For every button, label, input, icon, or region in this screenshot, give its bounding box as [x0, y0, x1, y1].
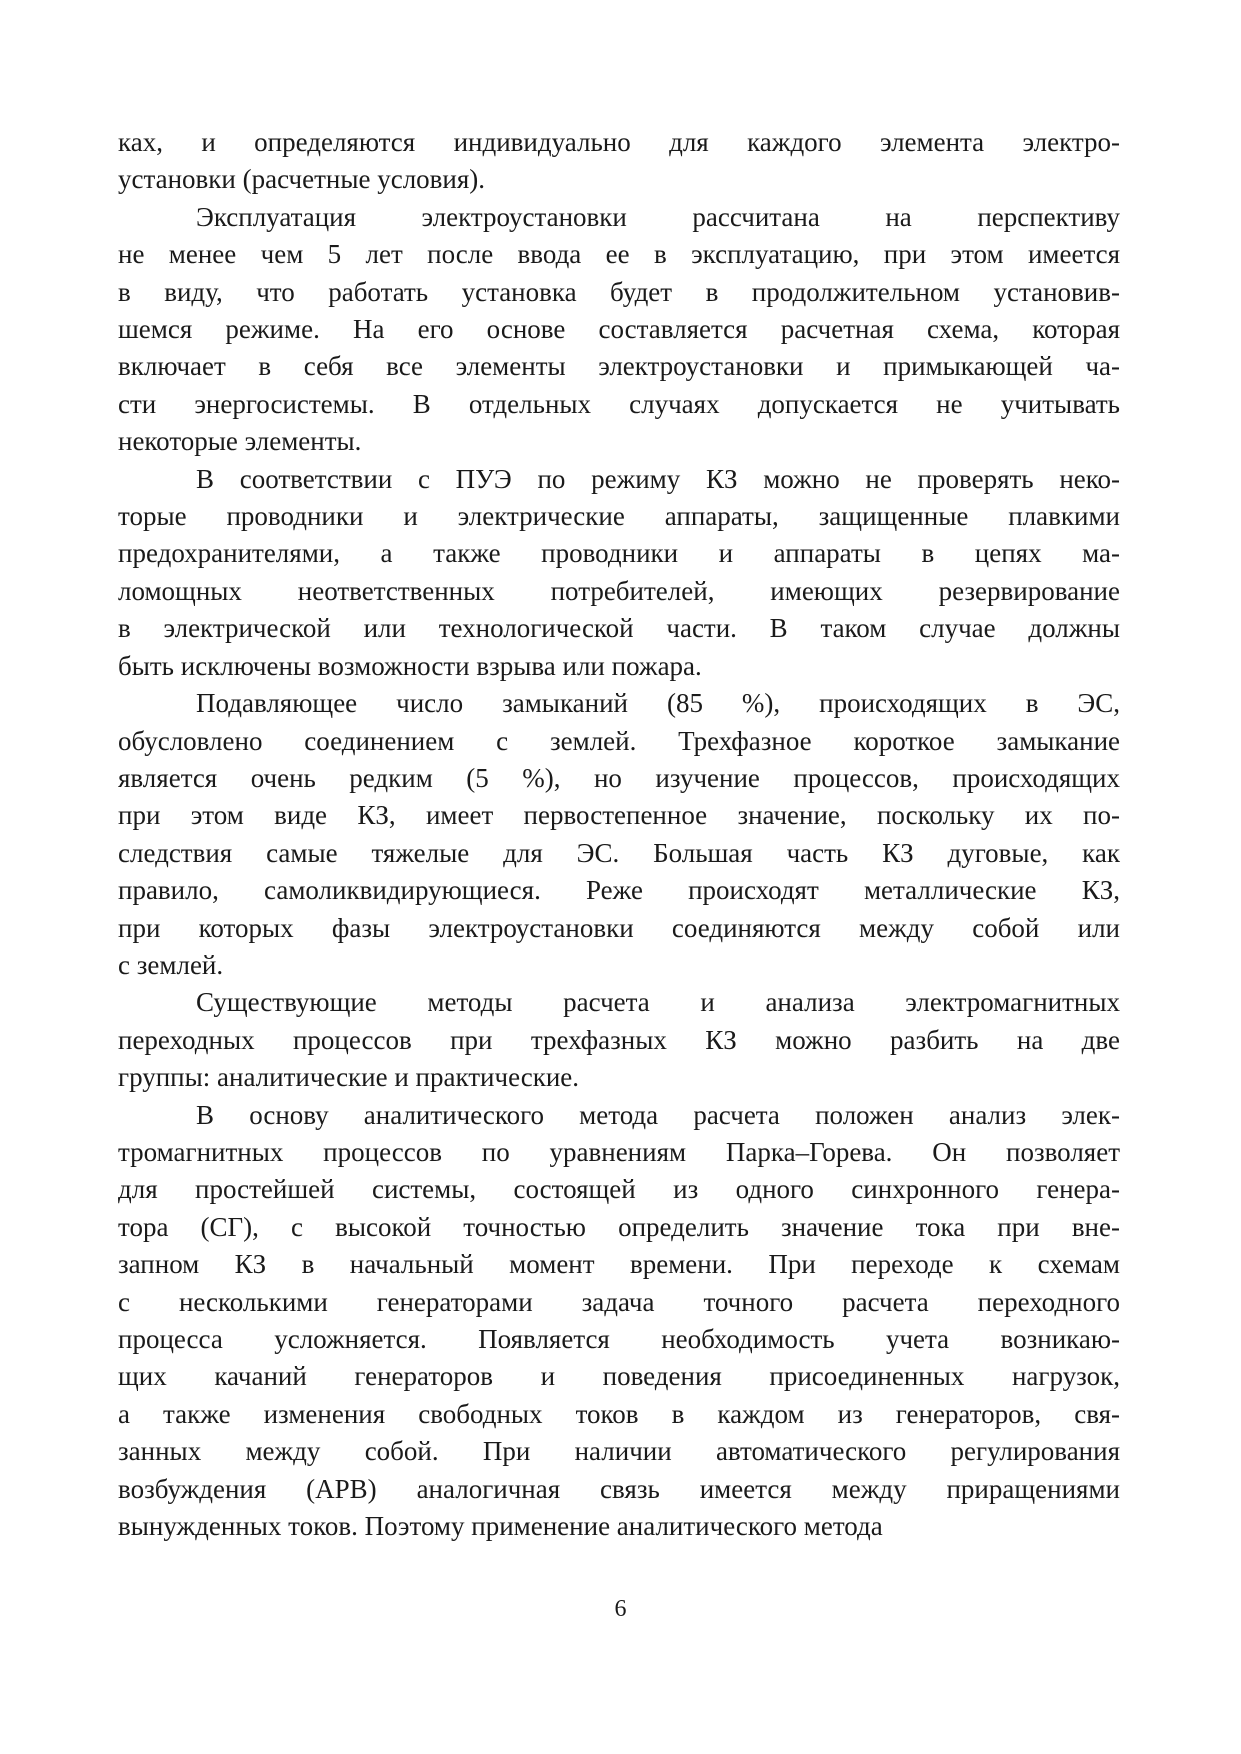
paragraph: [118, 1097, 1120, 1546]
paragraph: [118, 461, 1120, 685]
text-line: щих качаний генераторов и поведения присоединенных нагрузок,: [118, 1361, 1120, 1392]
page-number: 6: [614, 1596, 627, 1622]
text-line: следствия самые тяжелые для ЭС. Большая часть КЗ дуговые, как: [118, 837, 1120, 868]
text-line: В соответствии с ПУЭ по режиму КЗ можно не проверять неко-: [196, 463, 1120, 494]
text-line: шемся режиме. На его основе составляется расчетная схема, которая: [118, 314, 1120, 345]
text-line: в виду, что работать установка будет в продолжительном установив-: [118, 276, 1120, 307]
text-line: торые проводники и электрические аппараты, защищенные плавкими: [118, 501, 1120, 532]
text-line: ках, и определяются индивидуально для каждого элемента электро-: [118, 127, 1120, 157]
text-line: вынужденных токов. Поэтому применение аналитического метода: [118, 1511, 883, 1542]
text-line: в электрической или технологической части. В таком случае должны: [118, 613, 1120, 644]
text-line: Подавляющее число замыканий (85 %), происходящих в ЭС,: [196, 688, 1120, 719]
text-line: переходных процессов при трехфазных КЗ можно разбить на две: [118, 1024, 1120, 1055]
text-line: с несколькими генераторами задача точного расчета переходного: [118, 1286, 1120, 1317]
text-line: возбуждения (АРВ) аналогичная связь имеется между приращениями: [118, 1473, 1120, 1504]
text-line: процесса усложняется. Появляется необходимость учета возникаю-: [118, 1324, 1120, 1354]
paragraph: [118, 124, 1120, 199]
text-line: при этом виде КЗ, имеет первостепенное значение, поскольку их по-: [118, 800, 1120, 831]
body-text: [118, 124, 1120, 1545]
text-line: для простейшей системы, состоящей из одного синхронного генера-: [118, 1174, 1120, 1205]
text-line: не менее чем 5 лет после ввода ее в эксплуатацию, при этом имеется: [118, 239, 1120, 270]
text-line: В основу аналитического метода расчета положен анализ элек-: [196, 1099, 1120, 1130]
text-line: Существующие методы расчета и анализа электромагнитных: [196, 987, 1120, 1018]
text-line: с землей.: [118, 949, 224, 980]
text-line: занных между собой. При наличии автоматического регулирования: [118, 1436, 1120, 1467]
text-line: предохранителями, а также проводники и аппараты в цепях ма-: [118, 538, 1120, 569]
text-line: является очень редким (5 %), но изучение процессов, происходящих: [118, 762, 1120, 793]
paragraph: [118, 199, 1120, 461]
text-line: группы: аналитические и практические.: [118, 1062, 580, 1093]
text-line: быть исключены возможности взрыва или пожара.: [118, 650, 702, 681]
text-line: при которых фазы электроустановки соединяются между собой или: [118, 912, 1120, 943]
text-line: установки (расчетные условия).: [118, 164, 486, 195]
paragraph: [118, 685, 1120, 984]
text-line: некоторые элементы.: [118, 426, 362, 457]
text-line: ломощных неответственных потребителей, имеющих резервирование: [118, 575, 1120, 606]
text-line: обусловлено соединением с землей. Трехфазное короткое замыкание: [118, 725, 1120, 756]
paragraph: [118, 984, 1120, 1096]
text-line: Эксплуатация электроустановки рассчитана на перспективу: [196, 201, 1120, 232]
text-line: тромагнитных процессов по уравнениям Парка–Горева. Он позволяет: [118, 1136, 1120, 1167]
text-line: включает в себя все элементы электроустановки и примыкающей ча-: [118, 351, 1120, 382]
text-line: запном КЗ в начальный момент времени. При переходе к схемам: [118, 1249, 1120, 1280]
text-line: правило, самоликвидирующиеся. Реже происходят металлические КЗ,: [118, 875, 1120, 906]
text-line: а также изменения свободных токов в каждом из генераторов, свя-: [118, 1398, 1120, 1429]
text-line: сти энергосистемы. В отдельных случаях допускается не учитывать: [118, 388, 1120, 419]
text-line: тора (СГ), с высокой точностью определить значение тока при вне-: [118, 1211, 1120, 1242]
